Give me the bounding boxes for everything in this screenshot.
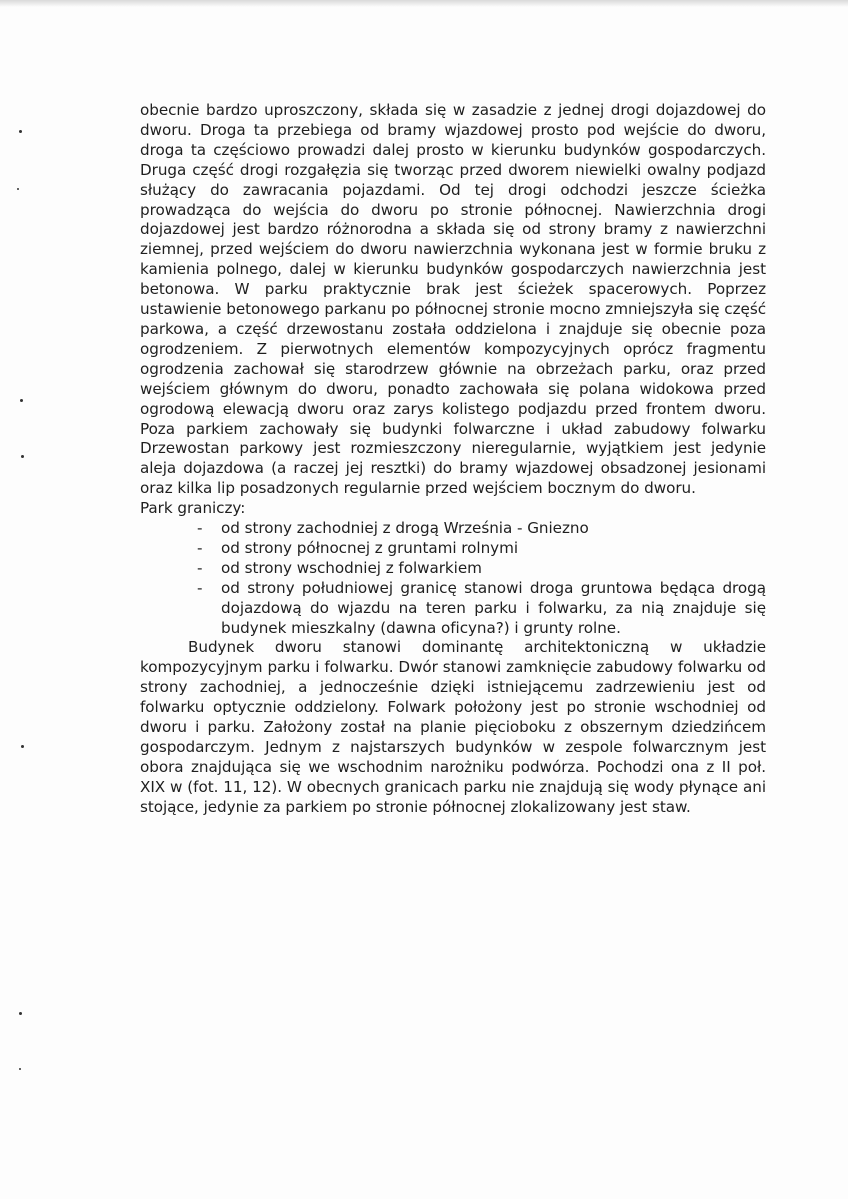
- paragraph-manor-description: Budynek dworu stanowi dominantę architektoniczną w układzie kompozycyjnym parku i folwarku. Dwór stanowi zamknięcie zabudowy folwarku od strony zachodniej, a jednocześnie dzięki istniejącemu zadrzewieniu jest od folwarku optycznie oddzielony. Folwark położony jest po stronie wschodniej od dworu i parku. Założony został na planie pięcioboku z obszernym dziedzińcem gospodarczym. Jednym z najstarszych budynków w zespole folwarcznym jest obora znajdująca się we wschodnim narożniku podwórza. Pochodzi ona z II poł. XIX w (fot. 11, 12). W obecnych granicach parku nie znajdują się wody płynące ani stojące, jedynie za parkiem po stronie północnej zlokalizowany jest staw.: [140, 638, 766, 816]
- boundaries-heading: Park graniczy:: [140, 499, 246, 518]
- document-text: [140, 101, 766, 818]
- list-bullet-dash: -: [197, 519, 203, 538]
- list-bullet-dash: -: [197, 558, 203, 577]
- list-item: [140, 559, 766, 579]
- scan-speck: [21, 745, 24, 748]
- scan-speck: [21, 455, 24, 458]
- list-item-text: od strony zachodniej z drogą Września - Gniezno: [221, 519, 589, 538]
- scan-speck: [19, 1068, 21, 1070]
- list-item-text: od strony północnej z gruntami rolnymi: [221, 538, 518, 557]
- list-item-text: od strony południowej granicę stanowi droga gruntowa będąca drogą dojazdową do wjazdu na teren parku i folwarku, za nią znajduje się budynek mieszkalny (dawna oficyna?) i grunty rolne.: [221, 578, 766, 637]
- scan-top-edge: [0, 0, 848, 7]
- list-bullet-dash: -: [197, 578, 203, 597]
- list-item-text: od strony wschodniej z folwarkiem: [221, 558, 482, 577]
- boundaries-list: [140, 519, 766, 638]
- scan-speck: [19, 130, 22, 133]
- scan-speck: [19, 1012, 22, 1015]
- list-item: [140, 539, 766, 559]
- list-item: [140, 519, 766, 539]
- scan-speck: [20, 399, 23, 402]
- list-bullet-dash: -: [197, 538, 203, 557]
- paragraph-park-description: obecnie bardzo uproszczony, składa się w zasadzie z jednej drogi dojazdowej do dworu. Droga ta przebiega od bramy wjazdowej prosto pod wejście do dworu, droga ta częściowo prowadzi dalej prosto w kierunku budynków gospodarczych. Druga część drogi rozgałęzia się tworząc przed dworem niewielki owalny podjazd służący do zawracania pojazdami. Od tej drogi odchodzi jeszcze ścieżka prowadząca do wejścia do dworu po stronie północnej. Nawierzchnia drogi dojazdowej jest bardzo różnorodna a składa się od strony bramy z nawierzchni ziemnej, przed wejściem do dworu nawierzchnia wykonana jest w formie bruku z kamienia polnego, dalej w kierunku budynków gospodarczych nawierzchnia jest betonowa. W parku praktycznie brak jest ścieżek spacerowych. Poprzez ustawienie betonowego parkanu po północnej stronie mocno zmniejszyła się część parkowa, a część drzewostanu została oddzielona i znajduje się obecnie poza ogrodzeniem. Z pierwotnych elementów kompozycyjnych oprócz fragmentu ogrodzenia zachował się starodrzew głównie na obrzeżach parku, oraz przed wejściem głównym do dworu, ponadto zachowała się polana widokowa przed ogrodową elewacją dworu oraz zarys kolistego podjazdu przed frontem dworu. Poza parkiem zachowały się budynki folwarczne i układ zabudowy folwarku Drzewostan parkowy jest rozmieszczony nieregularnie, wyjątkiem jest jedynie aleja dojazdowa (a raczej jej resztki) do bramy wjazdowej obsadzonej jesionami oraz kilka lip posadzonych regularnie przed wejściem bocznym do dworu.: [140, 101, 766, 498]
- list-item: [140, 579, 766, 639]
- scan-speck: [17, 188, 19, 190]
